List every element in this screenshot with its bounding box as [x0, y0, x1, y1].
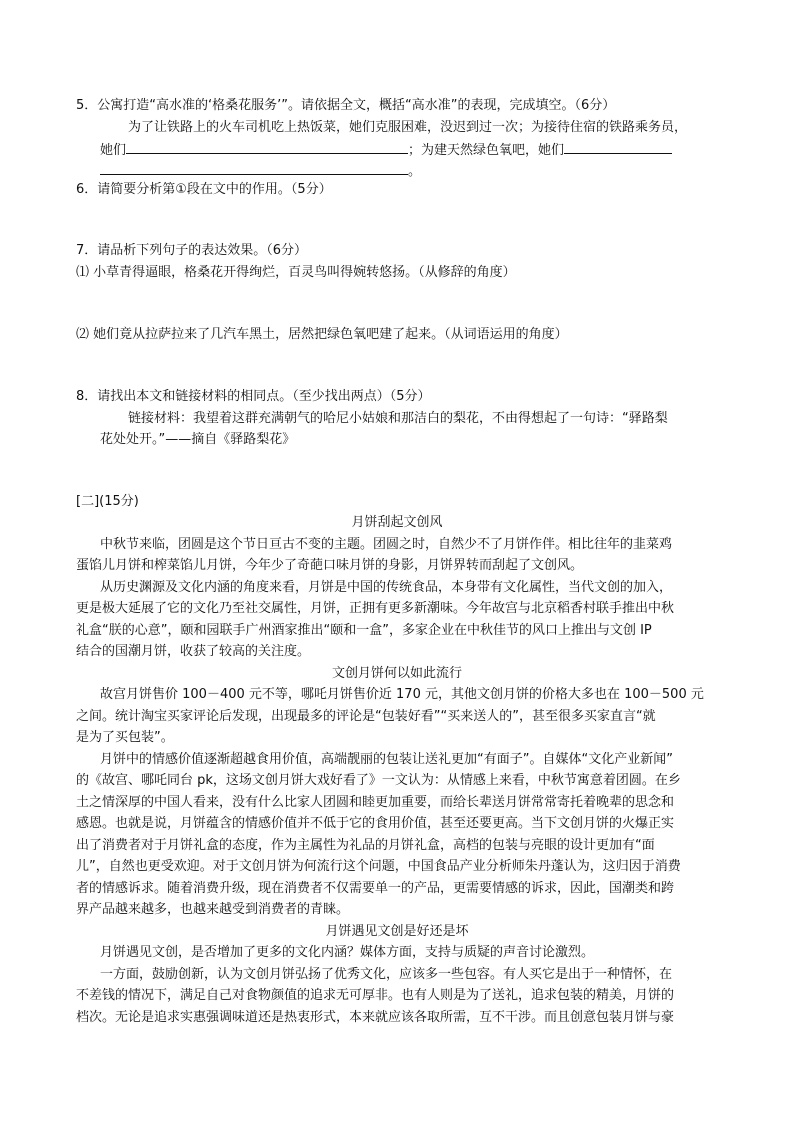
p2-line-2: 更是极大延展了它的文化乃至社交属性，月饼，正拥有更多新潮味。今年故宫与北京稻香村联手推出中秋 — [76, 601, 675, 616]
q5-line1: 为了让铁路上的火车司机吃上热饭菜，她们克服困难，没迟到过一次；为接待住宿的铁路乘务员， — [128, 120, 688, 135]
section2-label: [二](15分) — [76, 494, 139, 509]
p1-line-2: 蛋馅儿月饼和榨菜馅儿月饼，今年少了奇葩口味月饼的身影，月饼界转而刮起了文创风。 — [76, 558, 584, 573]
p3-line-2: 之间。统计淘宝买家评论后发现，出现最多的评论是“包装好看”“买来送人的”，甚至很多买家直言“就 — [76, 709, 656, 724]
q8-material-line-2: 花处处开。”——摘自《驿路梨花》 — [100, 432, 296, 447]
p4-line-1: 月饼中的情感价值逐渐超越食用价值，高端靓丽的包装让送礼更加“有面子”。自媒体“文化产业新闻” — [100, 752, 673, 767]
q8-stem: 8．请找出本文和链接材料的相同点。（至少找出两点）（5分） — [76, 389, 431, 404]
p4-line-5: 出了消费者对于月饼礼盒的态度，作为主属性为礼品的月饼礼盒，高档的包装与亮眼的设计更加有“面 — [76, 838, 655, 853]
q5-line2-prefix: 她们 — [100, 143, 127, 158]
p4-line-7: 者的情感诉求。随着消费升级，现在消费者不仅需要单一的产品，更需要情感的诉求，因此，国潮类和跨 — [76, 881, 675, 896]
subtitle-2: 月饼遇见文创是好还是坏 — [325, 924, 469, 939]
q5-line3-end: 。 — [408, 164, 422, 179]
q5-line2-mid: ；为建天然绿色氧吧，她们 — [408, 143, 565, 158]
p6-line-2: 不差钱的情况下，满足自己对食物颜值的追求无可厚非。也有人则是为了送礼，追求包装的精美，月饼的 — [76, 988, 675, 1003]
p2-line-1: 从历史渊源及文化内涵的角度来看，月饼是中国的传统食品，本身带有文化属性，当代文创的加入， — [100, 580, 673, 595]
p2-line-4: 结合的国潮月饼，收获了较高的关注度。 — [76, 644, 311, 659]
p1-line-1: 中秋节来临，团圆是这个节日亘古不变的主题。团圆之时，自然少不了月饼作伴。相比往年的韭菜鸡 — [100, 537, 673, 552]
p2-line-3: 礼盒“朕的心意”，颐和园联手广州酒家推出“颐和一盒”，多家企业在中秋佳节的风口上推出与文创 IP — [76, 623, 652, 638]
q6-stem: 6．请简要分析第①段在文中的作用。（5分） — [76, 182, 332, 197]
q5-stem: 5．公寓打造“高水准的‘格桑花服务’”。请依据全文，概括“高水准”的表现，完成填空。（6分） — [76, 98, 616, 113]
q7-stem: 7．请品析下列句子的表达效果。（6分） — [76, 243, 308, 258]
p4-line-2: 的《故宫、哪吒同台 pk，这场文创月饼大戏好看了》一文认为：从情感上来看，中秋节寓意着团圆。在乡 — [76, 773, 681, 788]
p4-line-8: 界产品越来越多，也越来越受到消费者的青睐。 — [76, 902, 350, 917]
p4-line-4: 感恩。也就是说，月饼蕴含的情感价值并不低于它的食用价值，甚至还要更高。当下文创月饼的火爆正实 — [76, 816, 675, 831]
p4-line-6: 儿”，自然也更受欢迎。对于文创月饼为何流行这个问题，中国食品产业分析师朱丹蓬认为，这归因于消费 — [76, 859, 681, 874]
q5-answer-blank-3[interactable] — [100, 160, 408, 175]
p3-line-3: 是为了买包装”。 — [76, 730, 174, 745]
p6-line-3: 档次。无论是追求实惠强调味道还是热衷形式，本来就应该各取所需，互不干涉。而且创意包装月饼与豪 — [76, 1010, 675, 1025]
p6-line-1: 一方面，鼓励创新，认为文创月饼弘扬了优秀文化，应该多一些包容。有人买它是出于一种情怀，在 — [100, 967, 673, 982]
article-title: 月饼刮起文创风 — [351, 515, 443, 530]
p3-line-1: 故宫月饼售价 100－400 元不等，哪吒月饼售价近 170 元，其他文创月饼的价格大多也在 100－500 元 — [100, 687, 704, 702]
q5-line2 — [100, 139, 672, 161]
subtitle-1: 文创月饼何以如此流行 — [331, 666, 462, 681]
q5-answer-blank-1[interactable] — [126, 139, 408, 154]
q8-material-line-1: 链接材料：我望着这群充满朝气的哈尼小姑娘和那洁白的梨花，不由得想起了一句诗：“驿路梨 — [128, 411, 668, 426]
q5-line3 — [100, 160, 421, 182]
p4-line-3: 土之情深厚的中国人看来，没有什么比家人团圆和睦更加重要，而给长辈送月饼常常寄托着晚辈的思念和 — [76, 795, 675, 810]
q5-answer-blank-2[interactable] — [564, 139, 672, 154]
q7-sentence-1: ⑴ 小草青得逼眼，格桑花开得绚烂，百灵鸟叫得婉转悠扬。（从修辞的角度） — [76, 265, 516, 280]
q7-sentence-2: ⑵ 她们竟从拉萨拉来了几汽车黑土，居然把绿色氧吧建了起来。（从词语运用的角度） — [76, 327, 568, 342]
p5-line-1: 月饼遇见文创，是否增加了更多的文化内涵？媒体方面，支持与质疑的声音讨论激烈。 — [100, 945, 595, 960]
